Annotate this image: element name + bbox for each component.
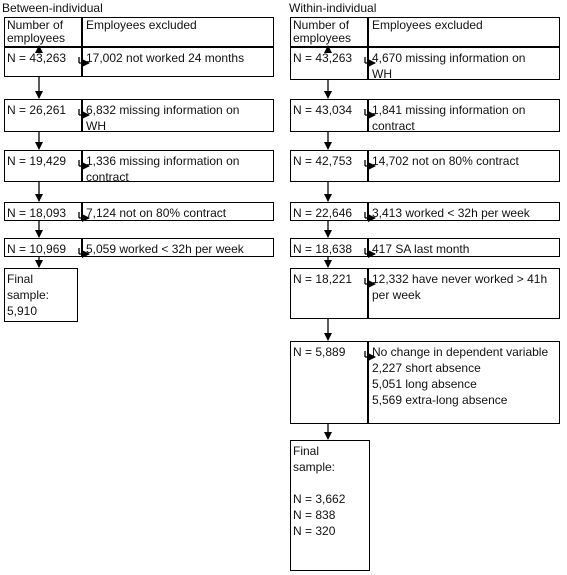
right-row-5-excluded-line: per week <box>372 288 421 302</box>
left-header-excluded-label: Employees excluded <box>86 18 197 32</box>
right-row-3-excluded-line: 3,413 worked < 32h per week <box>372 206 530 220</box>
right-header-number-label: employees <box>293 31 352 45</box>
left-row-1-count: N = 26,261 <box>7 103 67 117</box>
left-row-2-excluded-line: 1,336 missing information on <box>86 154 240 168</box>
left-row-4-count: N = 10,969 <box>7 242 67 256</box>
right-row-6-excluded-line: 5,051 long absence <box>372 377 477 391</box>
right-final-sample-line: sample: <box>293 460 336 474</box>
right-title: Within-individual <box>289 1 377 15</box>
right-final-sample-line: N = 838 <box>293 508 336 522</box>
right-row-1-excluded-line: contract <box>372 119 415 133</box>
right-row-3-count: N = 22,646 <box>293 206 353 220</box>
left-final-sample-line: sample: <box>7 288 50 302</box>
right-final-sample-line: N = 3,662 <box>293 492 346 506</box>
left-header-number-label: Number of <box>7 18 64 32</box>
right-row-0-excluded-line: WH <box>372 67 392 81</box>
left-row-1-excluded-line: WH <box>86 119 106 133</box>
left-row-0-count: N = 43,263 <box>7 51 67 65</box>
right-row-0-excluded-line: 4,670 missing information on <box>372 51 526 65</box>
right-row-1-count: N = 43,034 <box>293 103 353 117</box>
left-final-sample-line: Final <box>7 272 34 286</box>
left-row-0-excluded-line: 17,002 not worked 24 months <box>86 51 245 65</box>
right-row-5-count: N = 18,221 <box>293 272 353 286</box>
right-row-6-excluded-line: 5,569 extra-long absence <box>372 393 508 407</box>
right-final-sample-line: N = 320 <box>293 524 336 538</box>
right-row-2-count: N = 42,753 <box>293 154 353 168</box>
right-row-5-excluded-line: 12,332 have never worked > 41h <box>372 272 548 286</box>
left-row-3-excluded-line: 7,124 not on 80% contract <box>86 206 227 220</box>
right-final-sample-line: Final <box>293 444 320 458</box>
left-row-1-excluded-line: 6,832 missing information on <box>86 103 240 117</box>
left-row-2-count: N = 19,429 <box>7 154 67 168</box>
right-row-1-excluded-line: 1,841 missing information on <box>372 103 526 117</box>
right-row-0-count: N = 43,263 <box>293 51 353 65</box>
right-header-excluded-label: Employees excluded <box>372 18 483 32</box>
right-row-4-excluded-line: 417 SA last month <box>372 242 470 256</box>
right-row-6-excluded-line: 2,227 short absence <box>372 361 481 375</box>
left-row-2-excluded-line: contract <box>86 170 129 184</box>
right-row-2-excluded-line: 14,702 not on 80% contract <box>372 154 519 168</box>
right-row-6-count: N = 5,889 <box>293 345 346 359</box>
left-final-sample-line: 5,910 <box>7 304 38 318</box>
left-row-3-count: N = 18,093 <box>7 206 67 220</box>
left-header-number-label: employees <box>7 31 66 45</box>
left-row-4-excluded-line: 5,059 worked < 32h per week <box>86 242 244 256</box>
right-row-6-excluded-line: No change in dependent variable <box>372 345 549 359</box>
right-header-number-label: Number of <box>293 18 350 32</box>
right-row-4-count: N = 18,638 <box>293 242 353 256</box>
left-title: Between-individual <box>2 1 103 15</box>
